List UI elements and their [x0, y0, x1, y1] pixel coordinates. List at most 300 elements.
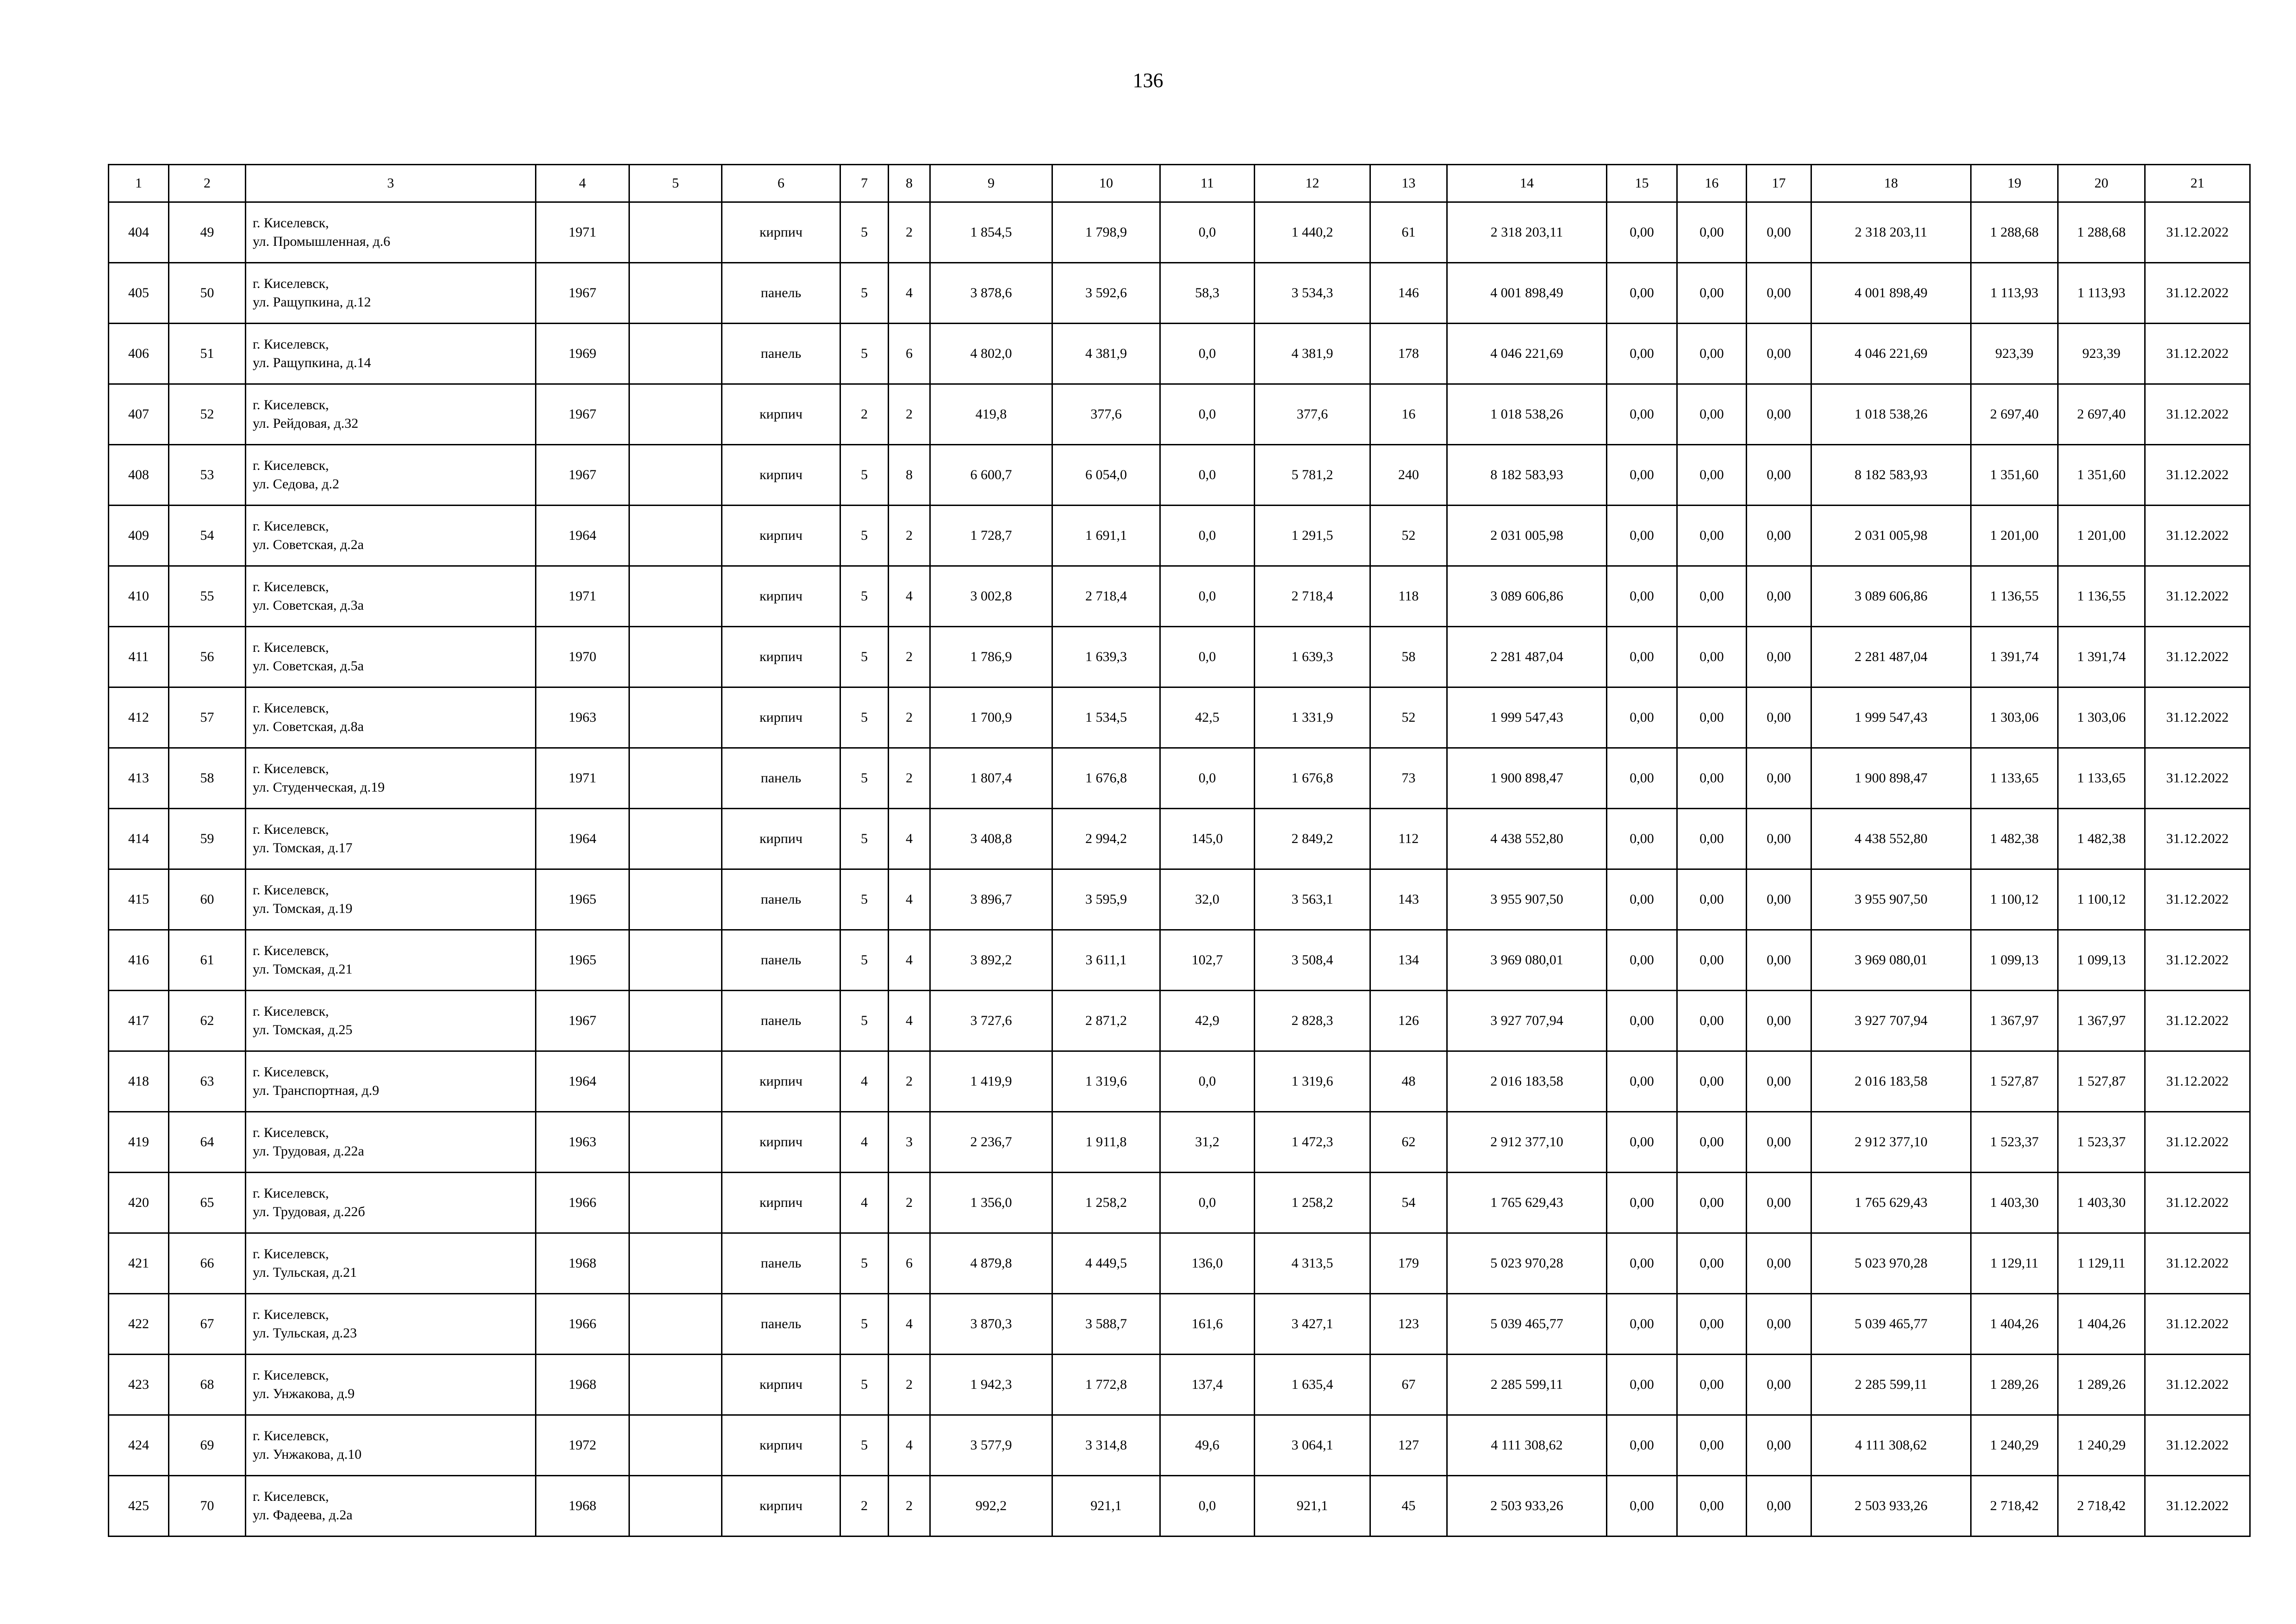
table-row — [109, 1415, 2250, 1476]
cell-c21: 31.12.2022 — [2145, 687, 2250, 748]
cell-c10: 2 718,4 — [1052, 566, 1160, 627]
cell-c16: 0,00 — [1677, 1051, 1747, 1112]
address-street: ул. Томская, д.25 — [253, 1022, 353, 1037]
address-street: ул. Томская, д.17 — [253, 840, 353, 856]
cell-c12: 1 291,5 — [1255, 506, 1370, 566]
cell-c18: 4 046 221,69 — [1811, 324, 1971, 384]
cell-year: 1964 — [536, 809, 629, 869]
cell-c9: 1 854,5 — [930, 202, 1052, 263]
cell-c13: 112 — [1370, 809, 1447, 869]
cell-year: 1967 — [536, 445, 629, 506]
cell-year: 1964 — [536, 1051, 629, 1112]
cell-c19: 2 697,40 — [1971, 384, 2058, 445]
cell-year: 1963 — [536, 687, 629, 748]
address-city: г. Киселевск, — [253, 276, 329, 291]
cell-c17: 0,00 — [1747, 1173, 1811, 1233]
address-city: г. Киселевск, — [253, 822, 329, 837]
cell-year: 1968 — [536, 1476, 629, 1537]
cell-c12: 1 258,2 — [1255, 1173, 1370, 1233]
address-street: ул. Седова, д.2 — [253, 476, 340, 492]
table-row — [109, 627, 2250, 687]
table-row — [109, 930, 2250, 991]
cell-c13: 58 — [1370, 627, 1447, 687]
cell-c16: 0,00 — [1677, 809, 1747, 869]
table-row — [109, 263, 2250, 324]
cell-c16: 0,00 — [1677, 1173, 1747, 1233]
cell-mat: кирпич — [722, 384, 840, 445]
address-cell — [246, 687, 536, 748]
cell-c16: 0,00 — [1677, 384, 1747, 445]
cell-c14: 2 031 005,98 — [1447, 506, 1607, 566]
cell-c12: 1 676,8 — [1255, 748, 1370, 809]
cell-c20: 1 404,26 — [2058, 1294, 2145, 1355]
cell-c7: 5 — [840, 991, 889, 1051]
cell-c12: 4 313,5 — [1255, 1233, 1370, 1294]
column-header: 15 — [1607, 165, 1677, 202]
cell-c11: 0,0 — [1160, 202, 1255, 263]
cell-c15: 0,00 — [1607, 930, 1677, 991]
cell-c7: 2 — [840, 1476, 889, 1537]
cell-c16: 0,00 — [1677, 263, 1747, 324]
cell-c14: 3 969 080,01 — [1447, 930, 1607, 991]
table-row — [109, 869, 2250, 930]
column-header: 9 — [930, 165, 1052, 202]
cell-c5 — [629, 627, 722, 687]
cell-c19: 1 100,12 — [1971, 869, 2058, 930]
cell-c17: 0,00 — [1747, 324, 1811, 384]
cell-c17: 0,00 — [1747, 1294, 1811, 1355]
address-city: г. Киселевск, — [253, 1307, 329, 1322]
address-cell — [246, 1112, 536, 1173]
cell-c20: 1 240,29 — [2058, 1415, 2145, 1476]
cell-c14: 3 089 606,86 — [1447, 566, 1607, 627]
cell-c20: 1 523,37 — [2058, 1112, 2145, 1173]
cell-c13: 67 — [1370, 1355, 1447, 1415]
cell-c7: 5 — [840, 687, 889, 748]
cell-c20: 1 403,30 — [2058, 1173, 2145, 1233]
address-city: г. Киселевск, — [253, 397, 329, 412]
cell-c9: 3 577,9 — [930, 1415, 1052, 1476]
cell-c17: 0,00 — [1747, 1476, 1811, 1537]
cell-c9: 1 807,4 — [930, 748, 1052, 809]
cell-mat: панель — [722, 991, 840, 1051]
cell-n: 406 — [109, 324, 169, 384]
cell-n: 422 — [109, 1294, 169, 1355]
address-city: г. Киселевск, — [253, 1246, 329, 1262]
cell-c7: 5 — [840, 566, 889, 627]
cell-c20: 1 482,38 — [2058, 809, 2145, 869]
cell-c17: 0,00 — [1747, 748, 1811, 809]
cell-n: 404 — [109, 202, 169, 263]
cell-mat: панель — [722, 324, 840, 384]
column-header: 20 — [2058, 165, 2145, 202]
cell-mat: панель — [722, 1233, 840, 1294]
cell-c13: 45 — [1370, 1476, 1447, 1537]
cell-c20: 1 303,06 — [2058, 687, 2145, 748]
cell-year: 1968 — [536, 1355, 629, 1415]
cell-c11: 32,0 — [1160, 869, 1255, 930]
address-city: г. Киселевск, — [253, 458, 329, 473]
cell-c12: 3 563,1 — [1255, 869, 1370, 930]
cell-c13: 134 — [1370, 930, 1447, 991]
cell-year: 1971 — [536, 202, 629, 263]
cell-c16: 0,00 — [1677, 930, 1747, 991]
cell-c12: 3 508,4 — [1255, 930, 1370, 991]
cell-c16: 0,00 — [1677, 748, 1747, 809]
cell-c11: 145,0 — [1160, 809, 1255, 869]
cell-year: 1965 — [536, 869, 629, 930]
cell-c19: 1 288,68 — [1971, 202, 2058, 263]
cell-c21: 31.12.2022 — [2145, 202, 2250, 263]
cell-c20: 1 100,12 — [2058, 869, 2145, 930]
cell-c19: 1 099,13 — [1971, 930, 2058, 991]
cell-c7: 5 — [840, 930, 889, 991]
cell-c15: 0,00 — [1607, 506, 1677, 566]
cell-c5 — [629, 202, 722, 263]
cell-c5 — [629, 506, 722, 566]
table-row — [109, 748, 2250, 809]
cell-c7: 5 — [840, 1415, 889, 1476]
cell-c18: 4 438 552,80 — [1811, 809, 1971, 869]
cell-c18: 4 001 898,49 — [1811, 263, 1971, 324]
cell-c16: 0,00 — [1677, 1355, 1747, 1415]
cell-c12: 3 427,1 — [1255, 1294, 1370, 1355]
cell-c12: 1 319,6 — [1255, 1051, 1370, 1112]
cell-c17: 0,00 — [1747, 869, 1811, 930]
cell-c18: 3 927 707,94 — [1811, 991, 1971, 1051]
cell-c9: 1 419,9 — [930, 1051, 1052, 1112]
address-street: ул. Промышленная, д.6 — [253, 234, 391, 249]
cell-c7: 2 — [840, 384, 889, 445]
cell-c9: 1 942,3 — [930, 1355, 1052, 1415]
address-cell — [246, 1294, 536, 1355]
cell-mat: кирпич — [722, 1476, 840, 1537]
cell-c21: 31.12.2022 — [2145, 1355, 2250, 1415]
cell-c9: 3 408,8 — [930, 809, 1052, 869]
cell-c16: 0,00 — [1677, 202, 1747, 263]
cell-c5 — [629, 809, 722, 869]
cell-c11: 0,0 — [1160, 445, 1255, 506]
cell-c8: 2 — [889, 687, 930, 748]
column-header: 21 — [2145, 165, 2250, 202]
cell-c17: 0,00 — [1747, 445, 1811, 506]
address-street: ул. Тульская, д.23 — [253, 1325, 357, 1341]
cell-c19: 1 367,97 — [1971, 991, 2058, 1051]
cell-c16: 0,00 — [1677, 627, 1747, 687]
table-row — [109, 687, 2250, 748]
cell-c8: 4 — [889, 1415, 930, 1476]
column-header: 2 — [169, 165, 246, 202]
address-city: г. Киселевск, — [253, 640, 329, 655]
cell-c8: 2 — [889, 748, 930, 809]
cell-n: 414 — [109, 809, 169, 869]
cell-k: 67 — [169, 1294, 246, 1355]
cell-c18: 2 031 005,98 — [1811, 506, 1971, 566]
cell-n: 412 — [109, 687, 169, 748]
cell-c19: 1 129,11 — [1971, 1233, 2058, 1294]
cell-c21: 31.12.2022 — [2145, 869, 2250, 930]
cell-c20: 1 201,00 — [2058, 506, 2145, 566]
cell-c7: 5 — [840, 202, 889, 263]
cell-k: 59 — [169, 809, 246, 869]
cell-c11: 49,6 — [1160, 1415, 1255, 1476]
cell-mat: кирпич — [722, 1355, 840, 1415]
cell-k: 58 — [169, 748, 246, 809]
housing-table — [108, 164, 2251, 1537]
cell-c11: 0,0 — [1160, 566, 1255, 627]
cell-k: 51 — [169, 324, 246, 384]
cell-c12: 921,1 — [1255, 1476, 1370, 1537]
cell-c14: 4 438 552,80 — [1447, 809, 1607, 869]
cell-k: 56 — [169, 627, 246, 687]
cell-c10: 6 054,0 — [1052, 445, 1160, 506]
cell-c21: 31.12.2022 — [2145, 930, 2250, 991]
address-street: ул. Рейдовая, д.32 — [253, 416, 359, 431]
cell-c15: 0,00 — [1607, 687, 1677, 748]
cell-c11: 0,0 — [1160, 1051, 1255, 1112]
cell-c13: 62 — [1370, 1112, 1447, 1173]
cell-k: 50 — [169, 263, 246, 324]
address-city: г. Киселевск, — [253, 1064, 329, 1080]
cell-c17: 0,00 — [1747, 1415, 1811, 1476]
column-header: 18 — [1811, 165, 1971, 202]
cell-c7: 4 — [840, 1051, 889, 1112]
cell-c5 — [629, 991, 722, 1051]
cell-c21: 31.12.2022 — [2145, 506, 2250, 566]
cell-c17: 0,00 — [1747, 687, 1811, 748]
address-street: ул. Ращупкина, д.14 — [253, 355, 371, 370]
cell-c21: 31.12.2022 — [2145, 1112, 2250, 1173]
cell-c12: 377,6 — [1255, 384, 1370, 445]
cell-c5 — [629, 1233, 722, 1294]
cell-c17: 0,00 — [1747, 930, 1811, 991]
cell-year: 1965 — [536, 930, 629, 991]
address-street: ул. Трудовая, д.22б — [253, 1204, 365, 1219]
cell-c13: 179 — [1370, 1233, 1447, 1294]
cell-c10: 4 449,5 — [1052, 1233, 1160, 1294]
table-row — [109, 809, 2250, 869]
address-street: ул. Томская, д.19 — [253, 901, 353, 916]
cell-year: 1968 — [536, 1233, 629, 1294]
column-header: 11 — [1160, 165, 1255, 202]
address-cell — [246, 1476, 536, 1537]
cell-c17: 0,00 — [1747, 566, 1811, 627]
cell-c8: 2 — [889, 202, 930, 263]
cell-c13: 178 — [1370, 324, 1447, 384]
cell-c12: 4 381,9 — [1255, 324, 1370, 384]
address-street: ул. Томская, д.21 — [253, 962, 353, 977]
cell-c12: 3 064,1 — [1255, 1415, 1370, 1476]
cell-c19: 1 240,29 — [1971, 1415, 2058, 1476]
cell-c18: 8 182 583,93 — [1811, 445, 1971, 506]
cell-c5 — [629, 566, 722, 627]
cell-c10: 3 588,7 — [1052, 1294, 1160, 1355]
cell-k: 70 — [169, 1476, 246, 1537]
cell-c21: 31.12.2022 — [2145, 566, 2250, 627]
address-street: ул. Фадеева, д.2а — [253, 1507, 353, 1523]
cell-k: 52 — [169, 384, 246, 445]
cell-c13: 146 — [1370, 263, 1447, 324]
cell-c7: 5 — [840, 809, 889, 869]
cell-year: 1967 — [536, 263, 629, 324]
table-row — [109, 324, 2250, 384]
cell-n: 416 — [109, 930, 169, 991]
cell-c15: 0,00 — [1607, 445, 1677, 506]
cell-n: 411 — [109, 627, 169, 687]
cell-c19: 923,39 — [1971, 324, 2058, 384]
address-cell — [246, 506, 536, 566]
cell-c9: 992,2 — [930, 1476, 1052, 1537]
address-street: ул. Советская, д.8а — [253, 719, 364, 734]
cell-c9: 1 356,0 — [930, 1173, 1052, 1233]
cell-k: 69 — [169, 1415, 246, 1476]
cell-k: 60 — [169, 869, 246, 930]
cell-c10: 3 595,9 — [1052, 869, 1160, 930]
address-city: г. Киселевск, — [253, 943, 329, 958]
cell-c9: 3 727,6 — [930, 991, 1052, 1051]
cell-c14: 3 955 907,50 — [1447, 869, 1607, 930]
cell-c15: 0,00 — [1607, 1355, 1677, 1415]
cell-mat: кирпич — [722, 1415, 840, 1476]
cell-c20: 1 113,93 — [2058, 263, 2145, 324]
cell-c14: 4 001 898,49 — [1447, 263, 1607, 324]
cell-c20: 1 289,26 — [2058, 1355, 2145, 1415]
cell-c10: 1 772,8 — [1052, 1355, 1160, 1415]
cell-mat: кирпич — [722, 627, 840, 687]
cell-c17: 0,00 — [1747, 809, 1811, 869]
cell-c18: 1 765 629,43 — [1811, 1173, 1971, 1233]
cell-n: 419 — [109, 1112, 169, 1173]
cell-mat: панель — [722, 1294, 840, 1355]
address-city: г. Киселевск, — [253, 579, 329, 594]
cell-c14: 2 285 599,11 — [1447, 1355, 1607, 1415]
cell-c8: 8 — [889, 445, 930, 506]
cell-year: 1970 — [536, 627, 629, 687]
cell-c19: 1 201,00 — [1971, 506, 2058, 566]
cell-c15: 0,00 — [1607, 263, 1677, 324]
cell-c20: 2 718,42 — [2058, 1476, 2145, 1537]
cell-c7: 5 — [840, 1294, 889, 1355]
cell-c14: 1 765 629,43 — [1447, 1173, 1607, 1233]
cell-c16: 0,00 — [1677, 869, 1747, 930]
cell-c17: 0,00 — [1747, 1233, 1811, 1294]
cell-c9: 419,8 — [930, 384, 1052, 445]
cell-n: 415 — [109, 869, 169, 930]
cell-c10: 3 592,6 — [1052, 263, 1160, 324]
cell-c16: 0,00 — [1677, 506, 1747, 566]
cell-c8: 2 — [889, 1173, 930, 1233]
cell-year: 1971 — [536, 566, 629, 627]
address-street: ул. Транспортная, д.9 — [253, 1083, 380, 1098]
table-row — [109, 1112, 2250, 1173]
cell-c16: 0,00 — [1677, 1476, 1747, 1537]
cell-c13: 16 — [1370, 384, 1447, 445]
address-cell — [246, 1233, 536, 1294]
cell-c13: 52 — [1370, 506, 1447, 566]
cell-c11: 0,0 — [1160, 748, 1255, 809]
cell-c9: 1 700,9 — [930, 687, 1052, 748]
cell-c20: 1 099,13 — [2058, 930, 2145, 991]
cell-c16: 0,00 — [1677, 324, 1747, 384]
cell-c14: 1 900 898,47 — [1447, 748, 1607, 809]
column-header: 12 — [1255, 165, 1370, 202]
cell-c14: 4 111 308,62 — [1447, 1415, 1607, 1476]
cell-c19: 2 718,42 — [1971, 1476, 2058, 1537]
cell-c10: 1 639,3 — [1052, 627, 1160, 687]
cell-c9: 3 892,2 — [930, 930, 1052, 991]
address-city: г. Киселевск, — [253, 1368, 329, 1383]
cell-c8: 2 — [889, 506, 930, 566]
cell-c18: 2 285 599,11 — [1811, 1355, 1971, 1415]
cell-c21: 31.12.2022 — [2145, 1051, 2250, 1112]
address-street: ул. Тульская, д.21 — [253, 1265, 357, 1280]
address-cell — [246, 1051, 536, 1112]
cell-k: 66 — [169, 1233, 246, 1294]
table-row — [109, 566, 2250, 627]
cell-year: 1966 — [536, 1294, 629, 1355]
cell-c19: 1 391,74 — [1971, 627, 2058, 687]
cell-c12: 1 472,3 — [1255, 1112, 1370, 1173]
cell-c12: 1 440,2 — [1255, 202, 1370, 263]
cell-n: 409 — [109, 506, 169, 566]
address-street: ул. Советская, д.2а — [253, 537, 364, 552]
cell-c19: 1 527,87 — [1971, 1051, 2058, 1112]
cell-mat: панель — [722, 263, 840, 324]
cell-c12: 1 635,4 — [1255, 1355, 1370, 1415]
cell-c13: 127 — [1370, 1415, 1447, 1476]
cell-c9: 4 802,0 — [930, 324, 1052, 384]
cell-c17: 0,00 — [1747, 627, 1811, 687]
cell-c16: 0,00 — [1677, 445, 1747, 506]
column-header: 16 — [1677, 165, 1747, 202]
cell-c5 — [629, 869, 722, 930]
cell-c15: 0,00 — [1607, 991, 1677, 1051]
cell-k: 68 — [169, 1355, 246, 1415]
cell-c14: 8 182 583,93 — [1447, 445, 1607, 506]
cell-c20: 1 391,74 — [2058, 627, 2145, 687]
cell-c16: 0,00 — [1677, 1294, 1747, 1355]
cell-c13: 126 — [1370, 991, 1447, 1051]
address-city: г. Киселевск, — [253, 1125, 329, 1140]
cell-c14: 2 503 933,26 — [1447, 1476, 1607, 1537]
cell-c7: 5 — [840, 1233, 889, 1294]
column-header: 1 — [109, 165, 169, 202]
address-street: ул. Советская, д.5а — [253, 658, 364, 674]
cell-year: 1969 — [536, 324, 629, 384]
cell-c20: 1 288,68 — [2058, 202, 2145, 263]
cell-c10: 1 258,2 — [1052, 1173, 1160, 1233]
cell-c11: 0,0 — [1160, 384, 1255, 445]
column-header: 4 — [536, 165, 629, 202]
cell-c20: 1 129,11 — [2058, 1233, 2145, 1294]
table-header-row — [109, 165, 2250, 202]
cell-c14: 2 318 203,11 — [1447, 202, 1607, 263]
address-street: ул. Унжакова, д.9 — [253, 1386, 355, 1401]
cell-c17: 0,00 — [1747, 384, 1811, 445]
cell-c14: 4 046 221,69 — [1447, 324, 1607, 384]
table-row — [109, 1051, 2250, 1112]
table-row — [109, 1294, 2250, 1355]
cell-c21: 31.12.2022 — [2145, 445, 2250, 506]
cell-mat: панель — [722, 930, 840, 991]
cell-c7: 5 — [840, 263, 889, 324]
cell-c5 — [629, 930, 722, 991]
cell-c5 — [629, 1355, 722, 1415]
cell-c5 — [629, 1051, 722, 1112]
cell-c17: 0,00 — [1747, 1112, 1811, 1173]
cell-c13: 118 — [1370, 566, 1447, 627]
cell-c15: 0,00 — [1607, 1173, 1677, 1233]
